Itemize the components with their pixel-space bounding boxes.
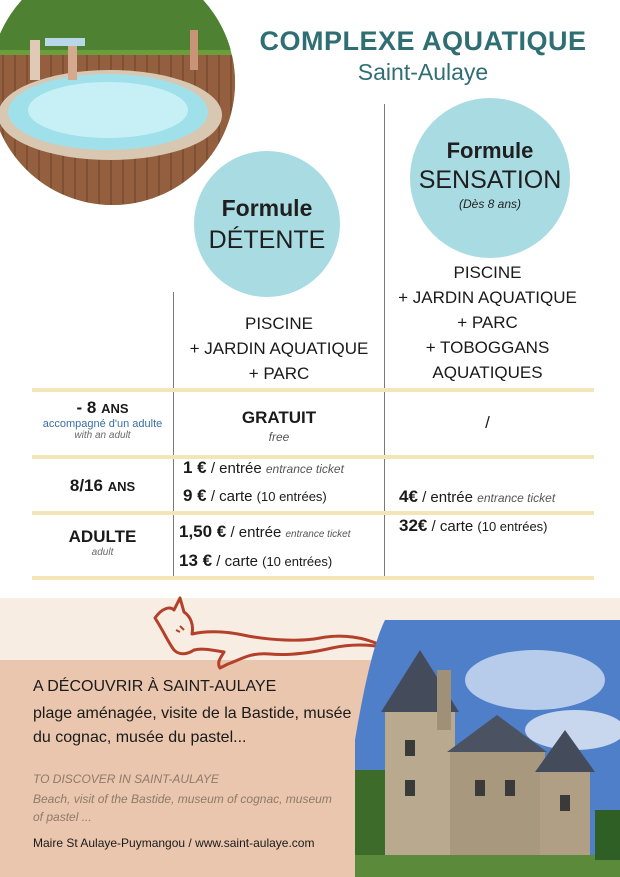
row-separator [32, 511, 594, 515]
price-adult-entry [179, 522, 351, 542]
formule-sensation-contents [385, 260, 590, 385]
formule-detente-name: DÉTENTE [208, 226, 326, 254]
formule-sensation-age: (Dès 8 ans) [458, 197, 522, 211]
formule-sensation-label: Formule [446, 138, 534, 163]
card-count: (10 entrées) [262, 554, 333, 569]
contents-line: + JARDIN AQUATIQUE [189, 339, 369, 358]
price-8-16-entry [183, 458, 344, 478]
entry-label: / entrée [210, 460, 262, 477]
pool-photo [0, 0, 235, 205]
entry-price: 4€ [399, 487, 418, 506]
price-sensation-card [399, 516, 548, 536]
contents-line: AQUATIQUES [432, 363, 543, 382]
discover-text: plage aménagée, visite de la Bastide, musée du cognac, musée du pastel... [33, 705, 352, 746]
page-subtitle: Saint-Aulaye [357, 59, 489, 85]
age-condition: accompagné d'un adulte [42, 418, 163, 430]
contents-line: PISCINE [244, 314, 314, 333]
discover-text-en: Beach, visit of the Bastide, museum of cognac, museum of pastel ... [33, 792, 332, 824]
entry-label-en: entrance ticket [285, 529, 351, 540]
formule-detente-contents [174, 311, 384, 386]
age-value: - 8 [76, 398, 97, 417]
formule-detente-badge [194, 151, 340, 297]
row-label-under-8 [32, 398, 173, 441]
cat-illustration [150, 590, 390, 670]
card-price: 13 € [179, 551, 213, 570]
footer-contact: Maire St Aulaye-Puymangou / www.saint-aulaye.com [33, 836, 315, 850]
price-sensation-entry [399, 487, 555, 507]
age-value: 8/16 [69, 476, 103, 495]
price-under-8-sensation: / [485, 413, 490, 432]
contents-line: + PARC [248, 364, 310, 383]
card-count: (10 entrées) [477, 519, 548, 534]
row-separator [32, 388, 594, 392]
contents-line: + JARDIN AQUATIQUE [398, 288, 577, 307]
card-price: 32€ [399, 516, 428, 535]
row-separator [32, 576, 594, 580]
entry-price: 1 € [183, 458, 207, 477]
entry-label: / entrée [230, 524, 282, 541]
card-label: / carte [210, 488, 253, 505]
age-condition-en: with an adult [74, 430, 131, 441]
formule-sensation-name: SENSATION [418, 166, 562, 194]
row-label-8-16 [32, 476, 173, 496]
age-unit: ANS [101, 401, 129, 416]
header [238, 26, 608, 86]
discover-heading: A DÉCOUVRIR À SAINT-AULAYE [33, 678, 277, 695]
row-label-adult [32, 527, 173, 558]
age-value: ADULTE [68, 527, 137, 546]
card-label: / carte [431, 518, 474, 535]
price-8-16-card [183, 486, 327, 506]
contents-line: + TOBOGGANS [425, 338, 550, 357]
formule-sensation-badge [410, 98, 570, 258]
contents-line: PISCINE [453, 263, 522, 282]
price-adult-card [179, 551, 332, 571]
contents-line: + PARC [457, 313, 518, 332]
price-under-8-detente [174, 408, 384, 445]
price-free-en: free [268, 430, 290, 444]
discover-heading-en: TO DISCOVER IN SAINT-AULAYE [33, 772, 219, 786]
card-price: 9 € [183, 486, 207, 505]
castle-photo [355, 620, 620, 877]
entry-price: 1,50 € [179, 522, 227, 541]
entry-label-en: entrance ticket [477, 491, 556, 505]
age-unit: ANS [107, 479, 136, 494]
card-count: (10 entrées) [256, 489, 327, 504]
price-free: GRATUIT [241, 408, 317, 427]
entry-label: / entrée [422, 489, 473, 506]
entry-label-en: entrance ticket [265, 462, 344, 476]
card-label: / carte [216, 553, 258, 570]
formule-detente-label: Formule [221, 195, 313, 221]
page-title: COMPLEXE AQUATIQUE [259, 26, 587, 56]
age-label-en: adult [91, 547, 114, 558]
